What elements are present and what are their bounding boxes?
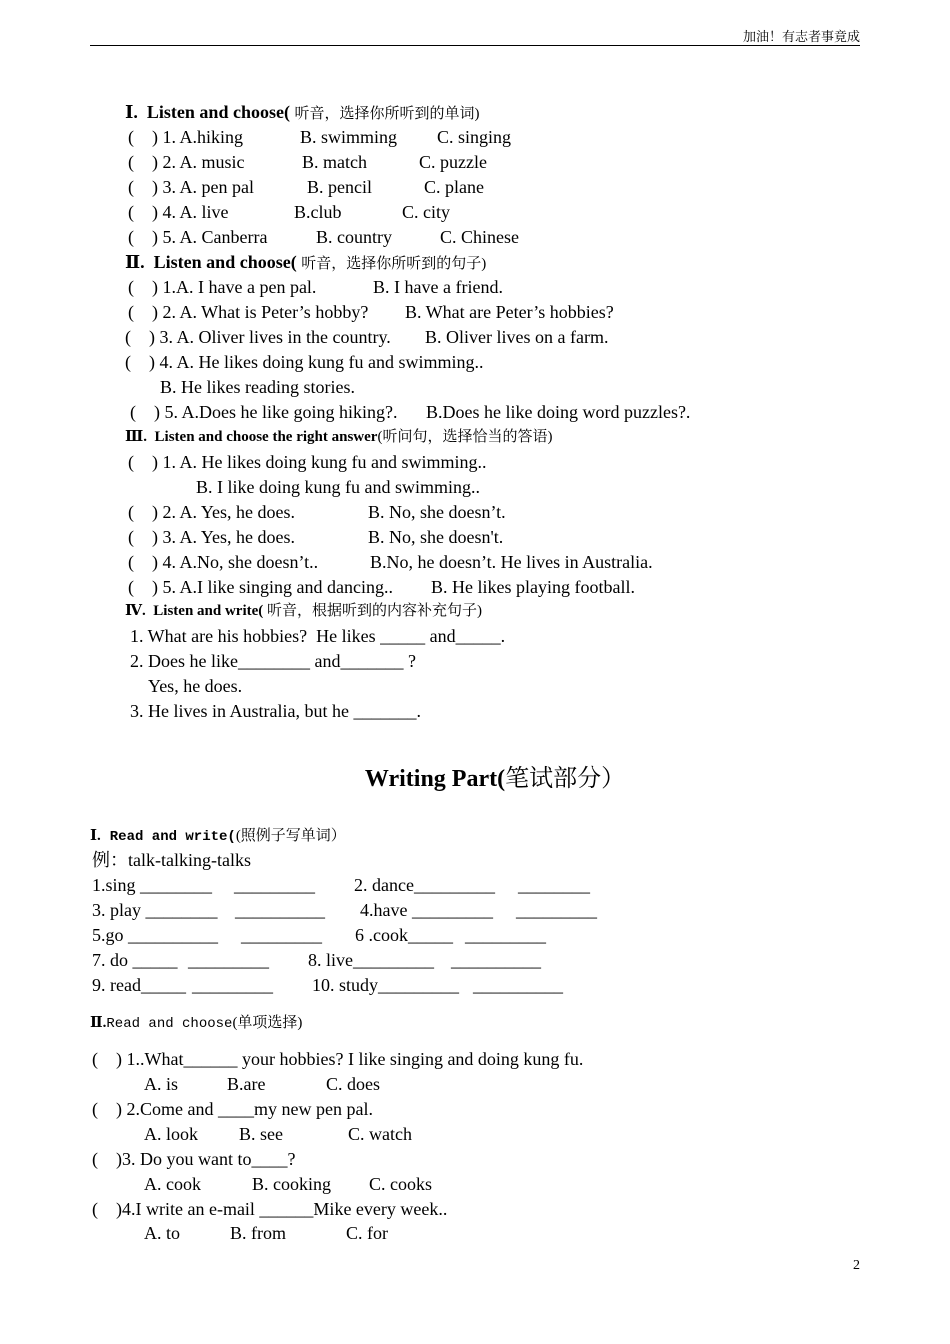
header-motto: 加油！有志者事竟成 (742, 29, 860, 44)
word-item: 8. live_________ (308, 950, 434, 970)
section-title: Read and write( (109, 829, 236, 845)
blank-line: ________ (518, 875, 590, 895)
option: B. country (316, 227, 392, 247)
word-item: 2. dance_________ (354, 875, 495, 895)
question-stem: 3. He lives in Australia, but he _______. (130, 701, 421, 721)
blank-line: _________ (192, 975, 273, 995)
section-instruction: (听问句，选择恰当的答语) (377, 429, 553, 445)
question-stem: ( ) 2. A. Yes, he does. (128, 502, 296, 522)
question-stem: ( ) 5. A.I like singing and dancing.. (128, 577, 393, 597)
word-item: 6 .cook_____ (355, 925, 453, 945)
option: B.club (294, 202, 342, 222)
word-item: 10. study_________ (312, 975, 460, 995)
question-stem: ( ) 2. A. What is Peter’s hobby? (128, 302, 369, 322)
question-stem: ( )4.I write an e-mail ______Mike every week.. (92, 1199, 448, 1219)
section-title: Listen and choose( (146, 102, 290, 122)
writing-title-cn: 笔试部分） (505, 766, 626, 792)
section-title: Listen and choose the right answer (154, 429, 378, 445)
question-stem: ( ) 4. A. live (128, 202, 229, 222)
question-stem: 1. What are his hobbies? He likes _____ and_____. (130, 626, 506, 646)
option: A. cook (144, 1174, 201, 1194)
word-item: 1.sing ________ (92, 875, 213, 895)
section-title: Read and choose (106, 1016, 233, 1032)
option: B.are (227, 1074, 266, 1094)
question-stem: ( ) 2. A. music (128, 152, 245, 172)
option: B. cooking (252, 1174, 331, 1194)
blank-line: _________ (465, 925, 546, 945)
question-stem: ( ) 5. A.Does he like going hiking?. (130, 402, 398, 422)
section-heading (90, 824, 346, 847)
section-number: Ⅲ. (125, 429, 148, 445)
section-heading (125, 601, 482, 621)
option: B. He likes reading stories. (160, 377, 355, 397)
writing-part-title (0, 758, 950, 793)
option: C. puzzle (419, 152, 487, 172)
question-stem: ( ) 1.A. I have a pen pal. (128, 277, 317, 297)
option: B. Oliver lives on a farm. (425, 327, 609, 347)
section-instruction: 听音，根据听到的内容补充句子) (267, 603, 483, 619)
option: B. see (239, 1124, 283, 1144)
question-stem: ( ) 4. A.No, she doesn’t.. (128, 552, 319, 572)
option: B.Does he like doing word puzzles?. (426, 402, 691, 422)
option: C. plane (424, 177, 484, 197)
option: C. watch (348, 1124, 412, 1144)
option: C. Chinese (440, 227, 519, 247)
section-number: Ⅰ. (125, 102, 138, 122)
section-number: Ⅱ. (90, 1015, 107, 1031)
answer-line: Yes, he does. (148, 676, 243, 696)
option: B. I like doing kung fu and swimming.. (196, 477, 480, 497)
section-heading (125, 102, 479, 124)
question-stem: ( ) 2.Come and ____my new pen pal. (92, 1099, 373, 1119)
question-stem: ( ) 3. A. Yes, he does. (128, 527, 296, 547)
blank-line: __________ (451, 950, 541, 970)
option: B. swimming (300, 127, 398, 147)
blank-line: _________ (234, 875, 315, 895)
word-item: 5.go __________ (92, 925, 218, 945)
option: B. pencil (307, 177, 372, 197)
word-item: 9. read_____ (92, 975, 186, 995)
section-number: Ⅳ. (125, 603, 146, 619)
option: C. city (402, 202, 450, 222)
question-stem: ( ) 1..What______ your hobbies? I like singing and doing kung fu. (92, 1049, 584, 1069)
word-item: 3. play ________ (92, 900, 218, 920)
page-number: 2 (853, 1258, 860, 1273)
blank-line: __________ (235, 900, 325, 920)
word-item: 7. do _____ (92, 950, 178, 970)
section-instruction: (照例子写单词） (235, 828, 346, 844)
question-stem: ( ) 1. A.hiking (128, 127, 243, 147)
section-instruction: 听音，选择你所听到的单词) (294, 106, 480, 122)
option: B. from (230, 1223, 286, 1243)
section-title: Listen and write( (153, 603, 264, 619)
option: B.No, he doesn’t. He lives in Australia. (370, 552, 653, 572)
blank-line: _________ (516, 900, 597, 920)
option: A. to (144, 1223, 180, 1243)
section-number: Ⅱ. (125, 252, 145, 272)
option: B. He likes playing football. (431, 577, 635, 597)
blank-line: _________ (241, 925, 322, 945)
option: C. does (326, 1074, 380, 1094)
section-number: Ⅰ. (90, 828, 101, 844)
header-divider (90, 45, 860, 46)
blank-line: __________ (473, 975, 563, 995)
example-line: 例：talk-talking-talks (92, 850, 251, 870)
question-stem: ( ) 5. A. Canberra (128, 227, 268, 247)
option: C. singing (437, 127, 512, 147)
word-item: 4.have _________ (360, 900, 493, 920)
option: C. for (346, 1223, 388, 1243)
option: B. I have a friend. (373, 277, 503, 297)
writing-title-en: Writing Part( (364, 766, 506, 792)
blank-line: _________ (188, 950, 269, 970)
question-stem: ( ) 3. A. Oliver lives in the country. (125, 327, 391, 347)
option: C. cooks (369, 1174, 432, 1194)
section-instruction: 听音，选择你所听到的句子) (301, 256, 487, 272)
option: A. look (144, 1124, 198, 1144)
question-stem: 2. Does he like________ and_______ ? (130, 651, 416, 671)
option: B. What are Peter’s hobbies? (405, 302, 614, 322)
section-title: Listen and choose( (153, 252, 297, 272)
question-stem: ( ) 4. A. He likes doing kung fu and swimming.. (125, 352, 484, 372)
section-instruction: (单项选择) (232, 1015, 303, 1031)
question-stem: ( ) 1. A. He likes doing kung fu and swimming.. (128, 452, 487, 472)
option: B. match (302, 152, 367, 172)
section-heading (125, 252, 486, 274)
section-heading (90, 1011, 302, 1034)
question-stem: ( )3. Do you want to____? (92, 1149, 296, 1169)
option: A. is (144, 1074, 179, 1094)
section-heading (125, 427, 552, 447)
option: B. No, she doesn't. (368, 527, 504, 547)
option: B. No, she doesn’t. (368, 502, 506, 522)
question-stem: ( ) 3. A. pen pal (128, 177, 254, 197)
